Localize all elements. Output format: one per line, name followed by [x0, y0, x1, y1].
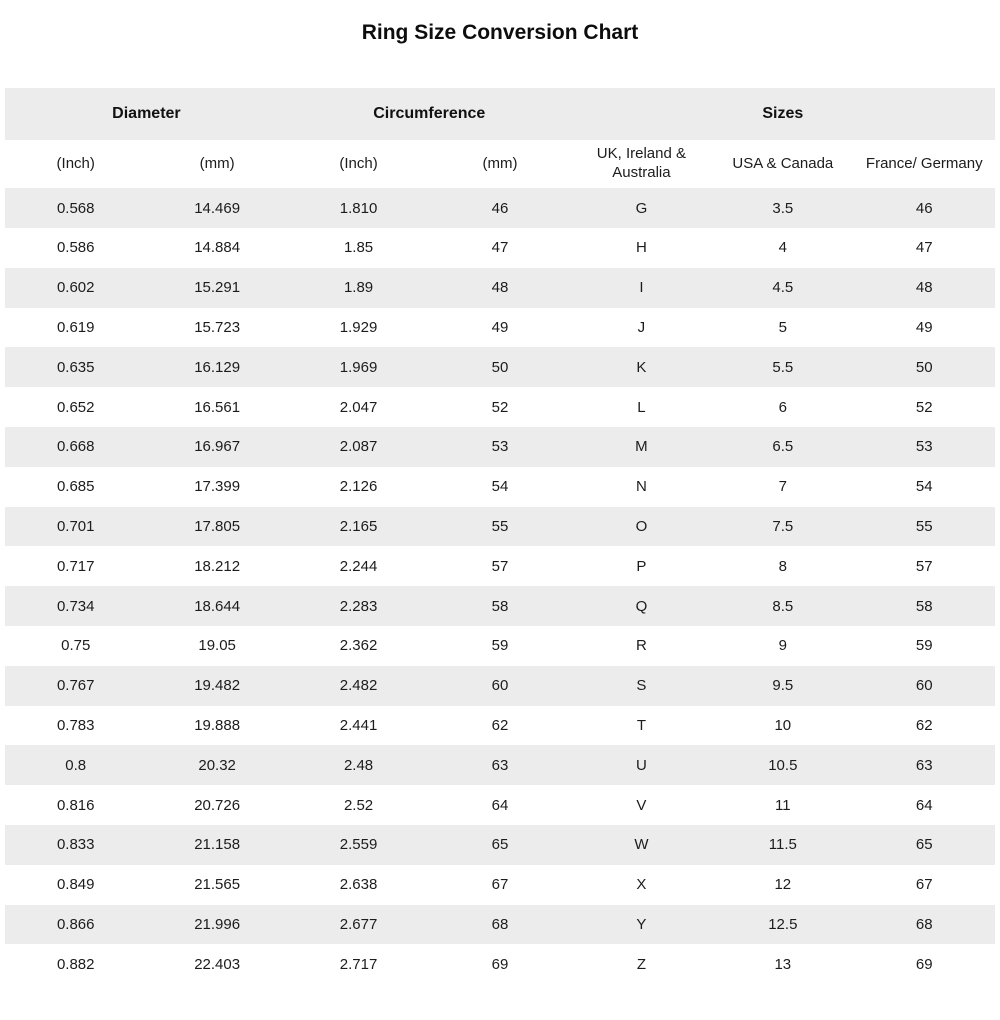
table-cell: 2.52 — [343, 796, 374, 814]
table-cell: 0.8 — [65, 756, 87, 774]
table-cell: I — [639, 279, 644, 297]
table-cell: 2.244 — [339, 557, 378, 575]
table-cell: W — [634, 836, 649, 854]
table-cell: S — [636, 677, 647, 695]
table-cell: N — [635, 478, 647, 496]
table-cell: G — [635, 199, 648, 217]
table-cell: 67 — [491, 876, 509, 894]
table-row — [5, 905, 995, 945]
table-cell: 0.767 — [56, 677, 95, 695]
table-cell: 0.75 — [61, 637, 91, 655]
table-cell: 2.559 — [339, 836, 378, 854]
table-cell: T — [636, 716, 646, 734]
table-cell: 69 — [915, 955, 933, 973]
table-cell: J — [637, 318, 646, 336]
table-cell: 12 — [774, 876, 792, 894]
table-row — [5, 427, 995, 467]
table-cell: 0.568 — [56, 199, 95, 217]
table-cell: 0.734 — [56, 597, 95, 615]
table-cell: 0.602 — [56, 279, 95, 297]
table-cell: 69 — [491, 955, 509, 973]
table-cell: 68 — [915, 915, 933, 933]
column-group-row — [5, 88, 995, 140]
table-cell: 17.805 — [194, 517, 241, 535]
column-header-circumference-inch: (Inch) — [288, 140, 429, 188]
table-cell: 2.677 — [339, 915, 378, 933]
table-cell: 0.619 — [56, 318, 95, 336]
table-cell: 0.652 — [56, 398, 95, 416]
table-cell: 68 — [491, 915, 509, 933]
table-cell: 15.291 — [194, 279, 241, 297]
table-cell: 18.212 — [194, 557, 241, 575]
table-cell: 5.5 — [772, 358, 794, 376]
table-cell: 4 — [778, 239, 787, 257]
table-cell: 2.638 — [339, 876, 378, 894]
table-cell: 1.810 — [339, 199, 378, 217]
table-cell: 53 — [915, 438, 933, 456]
table-cell: Y — [636, 915, 647, 933]
table-cell: 64 — [491, 796, 509, 814]
table-cell: 0.816 — [56, 796, 95, 814]
table-cell: V — [636, 796, 647, 814]
table-row — [5, 865, 995, 905]
table-cell: 7.5 — [772, 517, 794, 535]
table-cell: 47 — [491, 239, 509, 257]
table-cell: 53 — [491, 438, 509, 456]
column-group-diameter: Diameter — [5, 88, 288, 140]
table-row — [5, 706, 995, 746]
table-cell: U — [635, 756, 647, 774]
table-cell: 16.967 — [194, 438, 241, 456]
table-cell: Z — [636, 955, 646, 973]
table-row — [5, 785, 995, 825]
table-cell: 1.929 — [339, 318, 378, 336]
table-cell: 17.399 — [194, 478, 241, 496]
table-cell: 2.717 — [339, 955, 378, 973]
table-row — [5, 347, 995, 387]
table-body — [5, 188, 995, 984]
table-row — [5, 268, 995, 308]
table-cell: 21.158 — [194, 836, 241, 854]
page-title: Ring Size Conversion Chart — [361, 21, 639, 44]
table-row — [5, 745, 995, 785]
column-header-row — [5, 140, 995, 188]
table-row — [5, 626, 995, 666]
table-cell: 2.482 — [339, 677, 378, 695]
table-cell: 21.996 — [194, 915, 241, 933]
table-header — [5, 88, 995, 188]
table-cell: 59 — [491, 637, 509, 655]
table-cell: 0.586 — [56, 239, 95, 257]
table-cell: 55 — [915, 517, 933, 535]
table-cell: 11 — [775, 796, 791, 814]
table-cell: 65 — [915, 836, 933, 854]
table-cell: 20.726 — [194, 796, 241, 814]
table-cell: 5 — [778, 318, 787, 336]
table-cell: 19.888 — [194, 716, 241, 734]
table-cell: 0.668 — [56, 438, 95, 456]
table-cell: 0.833 — [56, 836, 95, 854]
table-cell: 13 — [774, 955, 792, 973]
table-cell: 60 — [915, 677, 933, 695]
table-cell: 48 — [491, 279, 509, 297]
table-cell: 65 — [491, 836, 509, 854]
table-cell: 0.866 — [56, 915, 95, 933]
column-header-circumference-mm: (mm) — [429, 140, 570, 188]
table-cell: K — [636, 358, 647, 376]
table-cell: 2.441 — [339, 716, 378, 734]
table-cell: 15.723 — [194, 318, 241, 336]
table-cell: 9 — [778, 637, 787, 655]
column-header-diameter-inch: (Inch) — [5, 140, 146, 188]
table-cell: 8 — [778, 557, 787, 575]
table-cell: 2.48 — [343, 756, 374, 774]
table-cell: 7 — [778, 478, 787, 496]
table-cell: L — [637, 398, 646, 416]
table-row — [5, 467, 995, 507]
table-cell: 0.701 — [56, 517, 95, 535]
table-cell: 52 — [915, 398, 933, 416]
table-cell: 50 — [915, 358, 933, 376]
table-cell: 0.882 — [56, 955, 95, 973]
table-cell: 18.644 — [194, 597, 241, 615]
table-cell: 59 — [915, 637, 933, 655]
table-cell: 62 — [915, 716, 933, 734]
table-cell: 50 — [491, 358, 509, 376]
table-cell: 0.717 — [56, 557, 95, 575]
table-cell: 54 — [915, 478, 933, 496]
table-cell: 16.129 — [194, 358, 241, 376]
table-cell: 2.362 — [339, 637, 378, 655]
table-cell: 55 — [491, 517, 509, 535]
table-cell: 10.5 — [768, 756, 798, 774]
table-cell: 49 — [491, 318, 509, 336]
table-cell: 6.5 — [772, 438, 794, 456]
table-cell: 58 — [915, 597, 933, 615]
table-cell: 22.403 — [194, 955, 241, 973]
table-cell: 10 — [774, 716, 792, 734]
table-cell: 46 — [491, 199, 509, 217]
table-cell: 4.5 — [772, 279, 794, 297]
table-cell: 2.165 — [339, 517, 378, 535]
table-cell: X — [636, 876, 647, 894]
table-cell: 3.5 — [772, 199, 794, 217]
table-cell: 21.565 — [194, 876, 241, 894]
table-row — [5, 308, 995, 348]
column-group-sizes: Sizes — [571, 88, 995, 140]
table-row — [5, 586, 995, 626]
table-row — [5, 666, 995, 706]
table-cell: 9.5 — [772, 677, 794, 695]
table-cell: 64 — [915, 796, 933, 814]
column-header-diameter-mm: (mm) — [146, 140, 287, 188]
table-cell: 0.783 — [56, 716, 95, 734]
table-cell: 2.283 — [339, 597, 378, 615]
table-cell: H — [635, 239, 647, 257]
table-row — [5, 387, 995, 427]
table-cell: 0.685 — [56, 478, 95, 496]
table-cell: 1.85 — [343, 239, 374, 257]
column-header-uk-ireland-australia: UK, Ireland & Australia — [571, 140, 712, 188]
table-cell: 6 — [778, 398, 787, 416]
table-cell: 63 — [915, 756, 933, 774]
table-cell: 52 — [491, 398, 509, 416]
table-cell: 14.469 — [194, 199, 241, 217]
table-cell: R — [635, 637, 647, 655]
table-cell: 57 — [491, 557, 509, 575]
ring-size-table-container — [0, 88, 1000, 984]
table-cell: 57 — [915, 557, 933, 575]
table-cell: 54 — [491, 478, 509, 496]
table-row — [5, 546, 995, 586]
table-cell: 20.32 — [198, 756, 236, 774]
column-group-circumference: Circumference — [288, 88, 571, 140]
table-cell: 19.05 — [198, 637, 236, 655]
table-cell: 2.126 — [339, 478, 378, 496]
column-header-france-germany: France/ Germany — [854, 140, 995, 188]
table-row — [5, 825, 995, 865]
table-row — [5, 507, 995, 547]
table-cell: 47 — [915, 239, 933, 257]
table-cell: 8.5 — [772, 597, 794, 615]
table-row — [5, 944, 995, 984]
table-cell: 11.5 — [768, 836, 797, 854]
table-cell: 2.047 — [339, 398, 378, 416]
table-cell: 0.849 — [56, 876, 95, 894]
table-row — [5, 188, 995, 228]
table-cell: 14.884 — [194, 239, 241, 257]
table-cell: 1.89 — [343, 279, 374, 297]
table-cell: 67 — [915, 876, 933, 894]
table-cell: 62 — [491, 716, 509, 734]
table-cell: 19.482 — [194, 677, 241, 695]
table-row — [5, 228, 995, 268]
table-cell: 16.561 — [194, 398, 241, 416]
table-cell: 2.087 — [339, 438, 378, 456]
column-header-usa-canada: USA & Canada — [712, 140, 853, 188]
table-cell: O — [635, 517, 648, 535]
ring-size-conversion-table — [5, 88, 995, 984]
table-cell: 49 — [915, 318, 933, 336]
table-cell: 0.635 — [56, 358, 95, 376]
table-cell: 58 — [491, 597, 509, 615]
table-cell: Q — [635, 597, 648, 615]
table-cell: 60 — [491, 677, 509, 695]
table-cell: M — [635, 438, 648, 456]
table-cell: 63 — [491, 756, 509, 774]
table-cell: 48 — [915, 279, 933, 297]
table-cell: 1.969 — [339, 358, 378, 376]
table-cell: P — [636, 557, 647, 575]
table-cell: 46 — [915, 199, 933, 217]
table-cell: 12.5 — [768, 915, 798, 933]
